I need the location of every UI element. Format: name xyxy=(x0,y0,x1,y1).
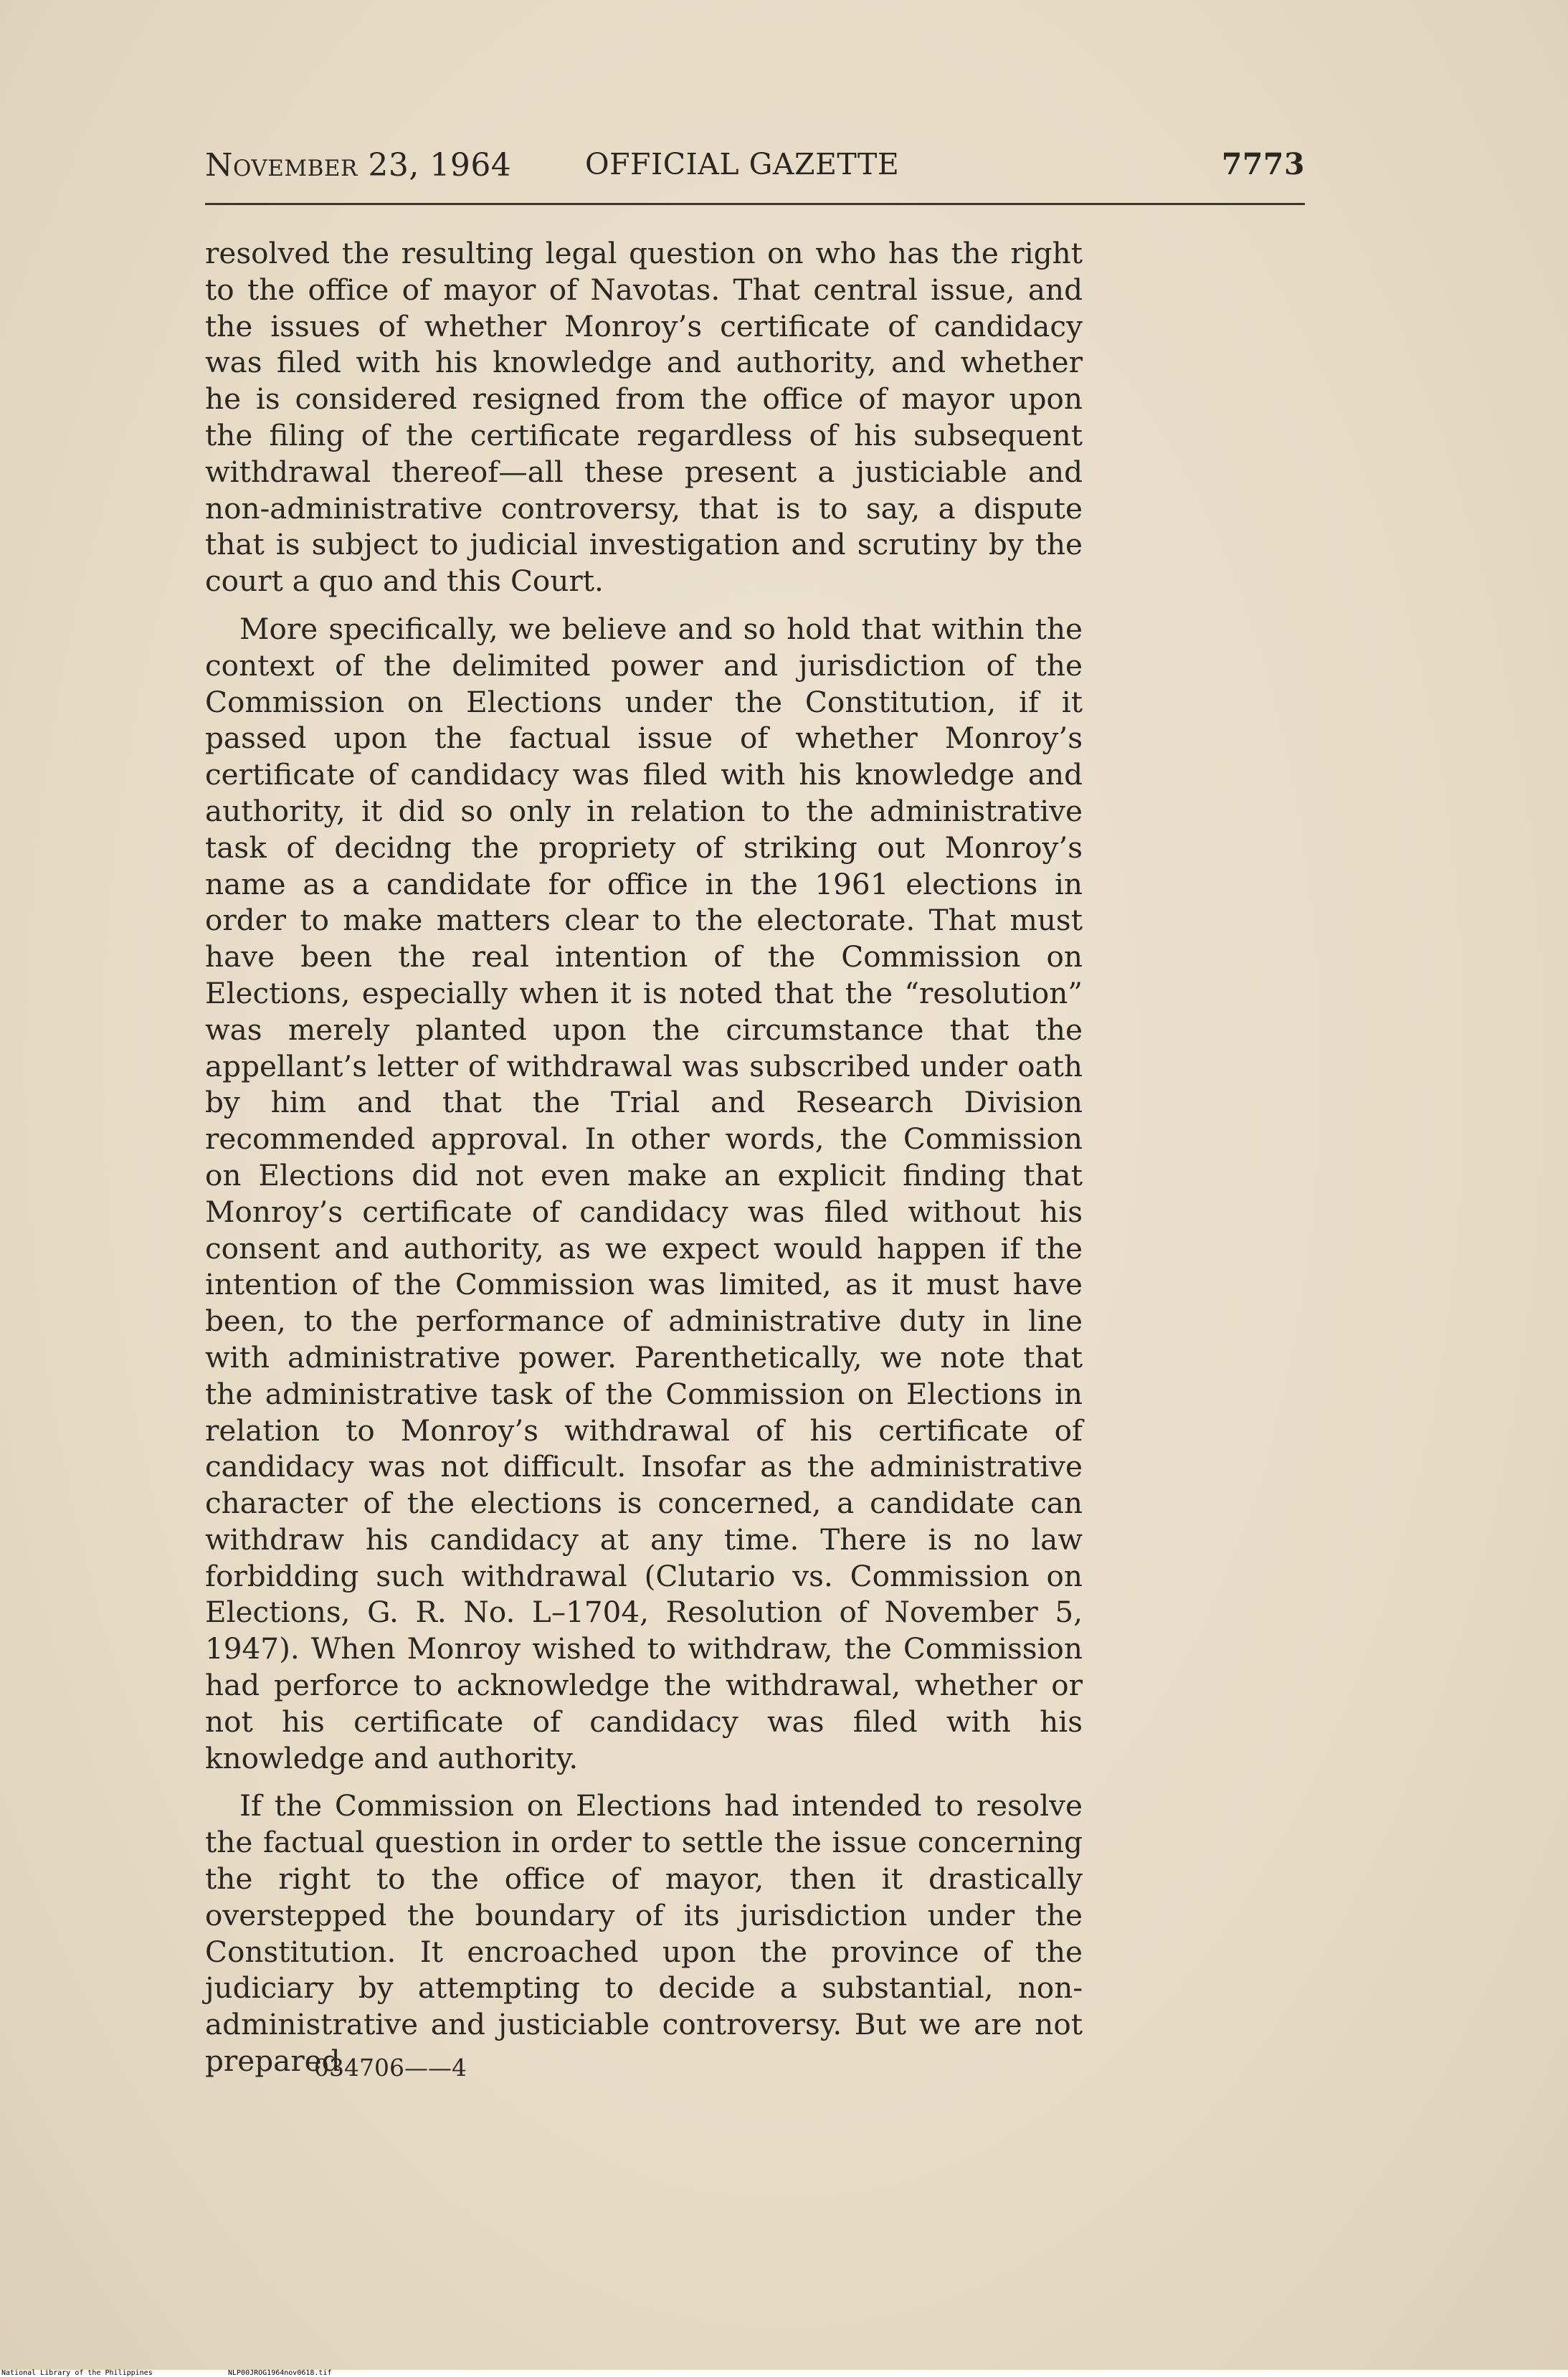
archive-strip xyxy=(0,2370,1568,2377)
running-header xyxy=(205,147,1305,190)
paragraph: resolved the resulting legal question on who has the right to the office of mayor of Navotas. That central issue, and the issues of whether Monroy’s certificate of candidacy was filed with his knowledge and authority, and whether he is considered resigned from the office of mayor upon the filing of the certificate regardless of his subsequent withdrawal thereof—all these present a justiciable and non-administrative controversy, that is to say, a dispute that is subject to judicial investigation and scrutiny by the court a quo and this Court. xyxy=(205,236,1083,599)
archive-filename: NLP00JROG1964nov0618.tif xyxy=(228,2369,332,2377)
publication-title: OFFICIAL GAZETTE xyxy=(585,147,900,181)
archive-library: National Library of the Philippines xyxy=(1,2369,153,2377)
body-text xyxy=(205,235,1083,2091)
page-number: 7773 xyxy=(1221,147,1305,181)
issue-date: November 23, 1964 xyxy=(205,147,512,184)
header-rule xyxy=(205,203,1305,205)
paragraph: More specifically, we believe and so hold that within the context of the delimited power and jurisdiction of the Commission on Elections under the Constitution, if it passed upon the factual issue of whether Monroy’s certificate of candidacy was filed with his knowledge and authority, it did so only in relation to the administrative task of decidng the propriety of striking out Monroy’s name as a candidate for office in the 1961 elections in order to make matters clear to the electorate. That must have been the real intention of the Commission on Elections, especially when it is noted that the “resolution” was merely planted upon the circumstance that the appellant’s letter of withdrawal was subscribed under oath by him and that the Trial and Research Division recommended approval. In other words, the Commission on Elections did not even make an explicit finding that Monroy’s certificate of candidacy was filed without his consent and authority, as we expect would happen if the intention of the Commission was limited, as it must have been, to the performance of administrative duty in line with administrative power. Parenthetically, we note that the administrative task of the Commission on Elections in relation to Monroy’s withdrawal of his certificate of candidacy was not difficult. Insofar as the administrative character of the elections is concerned, a candidate can withdraw his candidacy at any time. There is no law forbidding such withdrawal (Clutario vs. Commission on Elections, G. R. No. L–1704, Resolution of November 5, 1947). When Monroy wished to withdraw, the Commission had perforce to acknowledge the withdrawal, whether or not his certificate of candidacy was filed with his knowledge and authority. xyxy=(205,611,1083,1775)
paragraph: If the Commission on Elections had intended to resolve the factual question in order to settle the issue concerning the right to the office of mayor, then it drastically overstepped the boundary of its jurisdiction under the Constitution. It encroached upon the province of the judiciary by attempting to decide a substantial, non-administrative and justiciable controversy. But we are not prepared xyxy=(205,1788,1083,2079)
print-code: 034706——4 xyxy=(314,2054,467,2082)
